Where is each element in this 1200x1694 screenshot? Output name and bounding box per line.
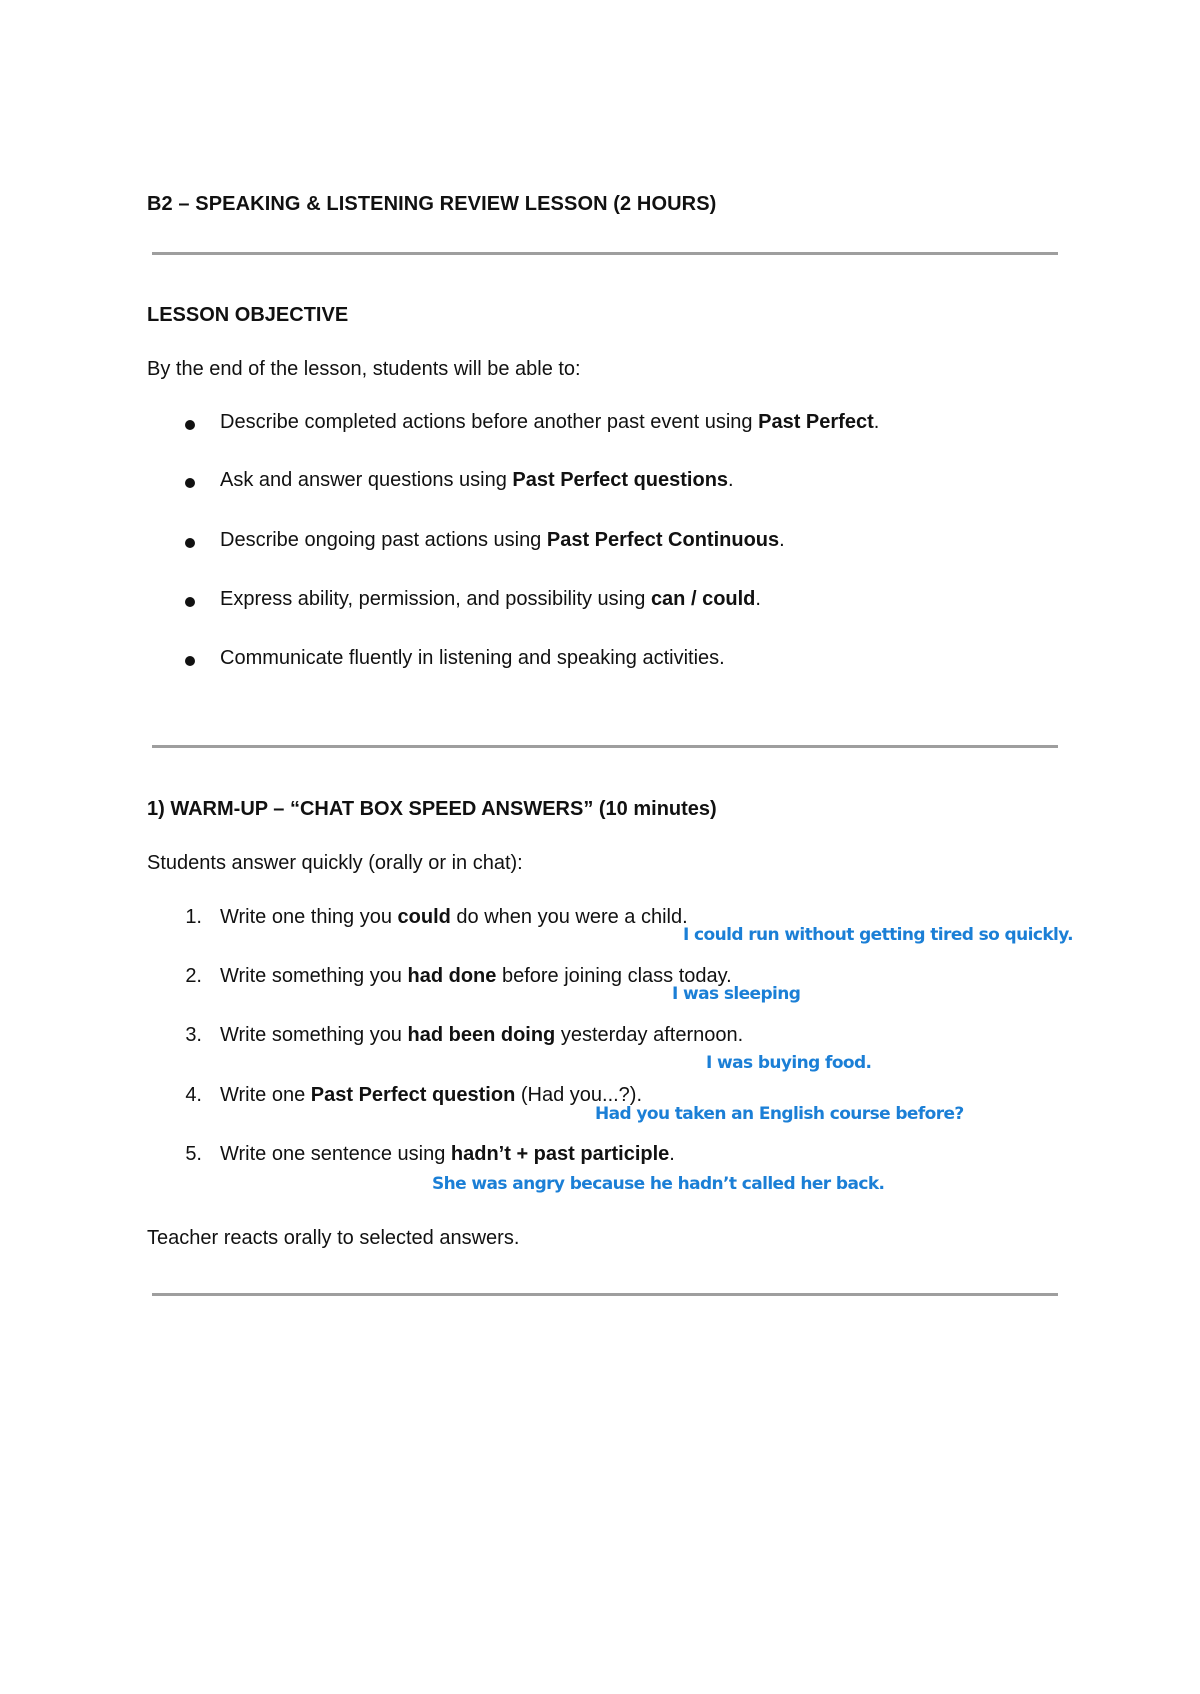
objective-text: Ask and answer questions using Past Perfect questions. (220, 469, 734, 491)
item-number: 3. (185, 1024, 202, 1046)
item-number: 5. (185, 1143, 202, 1165)
objective-text: Communicate fluently in listening and speaking activities. (220, 647, 725, 669)
handwritten-answer: She was angry because he hadn’t called her back. (432, 1174, 885, 1194)
bullet-icon (185, 656, 195, 666)
handwritten-answer: Had you taken an English course before? (595, 1104, 964, 1124)
item-text: Write one thing you could do when you were a child. (220, 906, 688, 928)
bullet-icon (185, 478, 195, 488)
item-number: 1. (185, 906, 202, 928)
objective-text: Describe completed actions before another past event using Past Perfect. (220, 411, 880, 433)
handwritten-answer: I could run without getting tired so quickly. (683, 925, 1074, 945)
item-text: Write something you had been doing yesterday afternoon. (220, 1024, 744, 1046)
item-text: Write something you had done before joining class today. (220, 965, 732, 987)
objective-intro: By the end of the lesson, students will be able to: (147, 358, 581, 380)
divider (152, 1293, 1058, 1296)
warmup-closing: Teacher reacts orally to selected answers. (147, 1227, 520, 1249)
handwritten-answer: I was sleeping (672, 984, 801, 1004)
bullet-icon (185, 597, 195, 607)
objective-text: Express ability, permission, and possibility using can / could. (220, 588, 761, 610)
divider (152, 745, 1058, 748)
item-number: 4. (185, 1084, 202, 1106)
warmup-intro: Students answer quickly (orally or in chat): (147, 852, 523, 874)
bullet-icon (185, 538, 195, 548)
warmup-heading: 1) WARM-UP – “CHAT BOX SPEED ANSWERS” (10 minutes) (147, 798, 717, 820)
handwritten-answer: I was buying food. (706, 1053, 872, 1073)
item-text: Write one sentence using hadn’t + past participle. (220, 1143, 675, 1165)
bullet-icon (185, 420, 195, 430)
objective-heading: LESSON OBJECTIVE (147, 304, 349, 326)
document-title: B2 – SPEAKING & LISTENING REVIEW LESSON (2 HOURS) (147, 193, 717, 215)
divider (152, 252, 1058, 255)
item-number: 2. (185, 965, 202, 987)
item-text: Write one Past Perfect question (Had you...?). (220, 1084, 643, 1106)
objective-text: Describe ongoing past actions using Past Perfect Continuous. (220, 529, 785, 551)
